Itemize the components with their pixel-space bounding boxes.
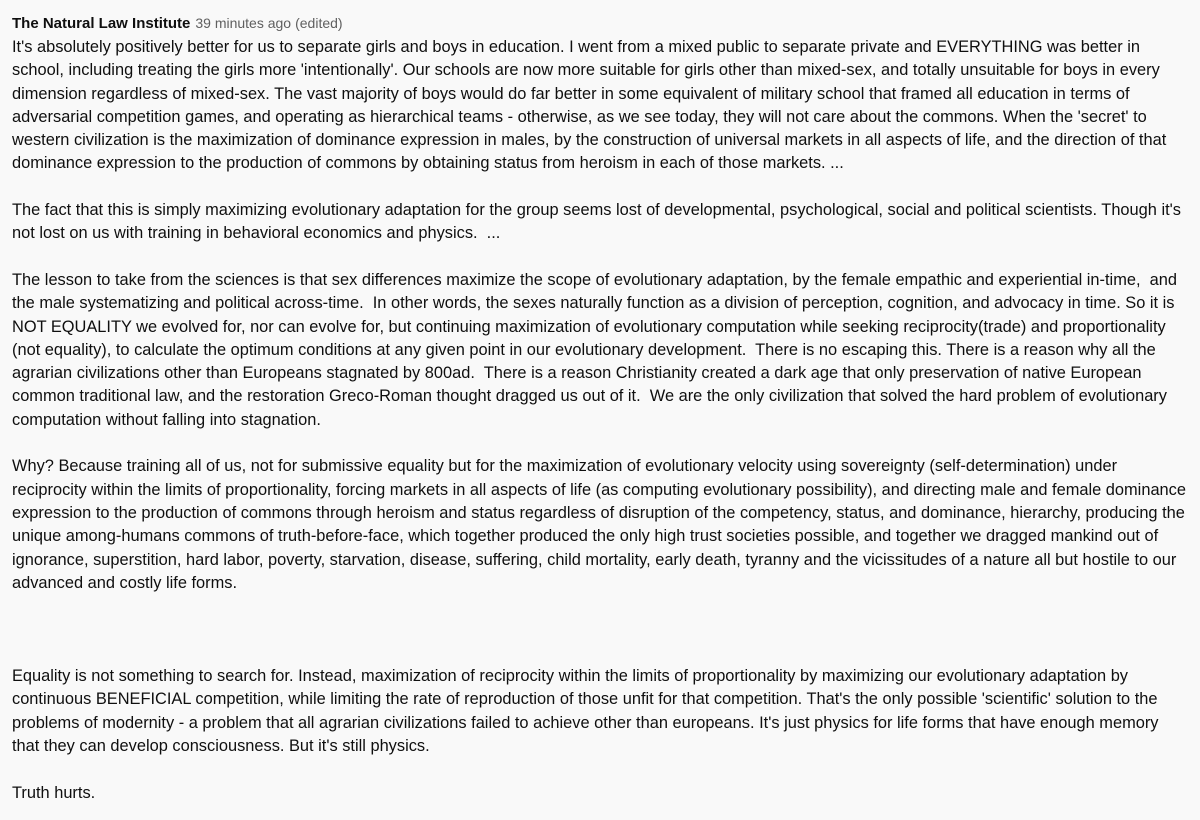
comment-paragraph-3: The lesson to take from the sciences is that sex differences maximize the scope of evolutionary adaptation, by the female empathic and experiential in-time, and the male systematizing and political across-time. In other words, the sexes naturally function as a division of perception, cognition, and advocacy in time. So it is NOT EQUALITY we evolved for, nor can evolve for, but continuing maximization of evolutionary computation while seeking reciprocity(trade) and proportionality (not equality), to calculate the optimum conditions at any given point in our evolutionary development. There is no escaping this. There is a reason why all the agrarian civilizations other than Europeans stagnated by 800ad. There is a reason Christianity created a dark age that only preservation of native European common traditional law, and the restoration Greco-Roman thought dragged us out of it. We are the only civilization that solved the hard problem of evolutionary computation without falling into stagnation. [12,270,1182,429]
comment-paragraph-5: Equality is not something to search for. Instead, maximization of reciprocity within the limits of proportionality by maximizing our evolutionary adaptation by continuous BENEFICIAL competition, while limiting the rate of reproduction of those unfit for that competition. That's the only possible 'scientific' solution to the problems of modernity - a problem that all agrarian civilizations failed to achieve other than europeans. It's just physics for life forms that have enough memory that they can develop consciousness. But it's still physics. [12,667,1164,756]
comment-edited-label: (edited) [295,15,343,31]
comment-author-link[interactable]: The Natural Law Institute [12,15,191,32]
comment-paragraph-1: It's absolutely positively better for us to separate girls and boys in education. I went from a mixed public to separate private and EVERYTHING was better in school, including treating the girls more 'intentionally'. Our schools are now more suitable for girls other than mixed-sex, and totally unsuitable for boys in every dimension regardless of mixed-sex. The vast majority of boys would do far better in some equivalent of military school that framed all education in terms of adversarial competition games, and operating as hierarchical teams - otherwise, as we see today, they will not care about the commons. When the 'secret' to western civilization is the maximization of dominance expression in males, by the construction of universal markets in all aspects of life, and the direction of that dominance expression to the production of commons by obtaining status from heroism in each of those markets. ... [12,38,1171,173]
comment-body [12,36,1191,805]
comment-paragraph-6: Truth hurts. [12,783,96,802]
comment-header [12,12,1186,34]
comment-timestamp-link[interactable]: 39 minutes ago [195,15,292,31]
comment-paragraph-4: Why? Because training all of us, not for submissive equality but for the maximization of evolutionary velocity using sovereignty (self-determination) under reciprocity within the limits of proportionality, forcing markets in all aspects of life (as computing evolutionary possibility), and directing male and female dominance expression to the production of commons through heroism and status regardless of disruption of the competency, status, and dominance, hierarchy, producing the unique among-humans commons of truth-before-face, which together produced the only high trust societies possible, and together we dragged mankind out of ignorance, superstition, hard labor, poverty, starvation, disease, suffering, child mortality, early death, tyranny and the vicissitudes of a nature all but hostile to our advanced and costly life forms. [12,457,1191,592]
comment-paragraph-2: The fact that this is simply maximizing evolutionary adaptation for the group seems lost of developmental, psychological, social and political scientists. Though it's not lost on us with training in behavioral economics and physics. ... [12,201,1186,243]
